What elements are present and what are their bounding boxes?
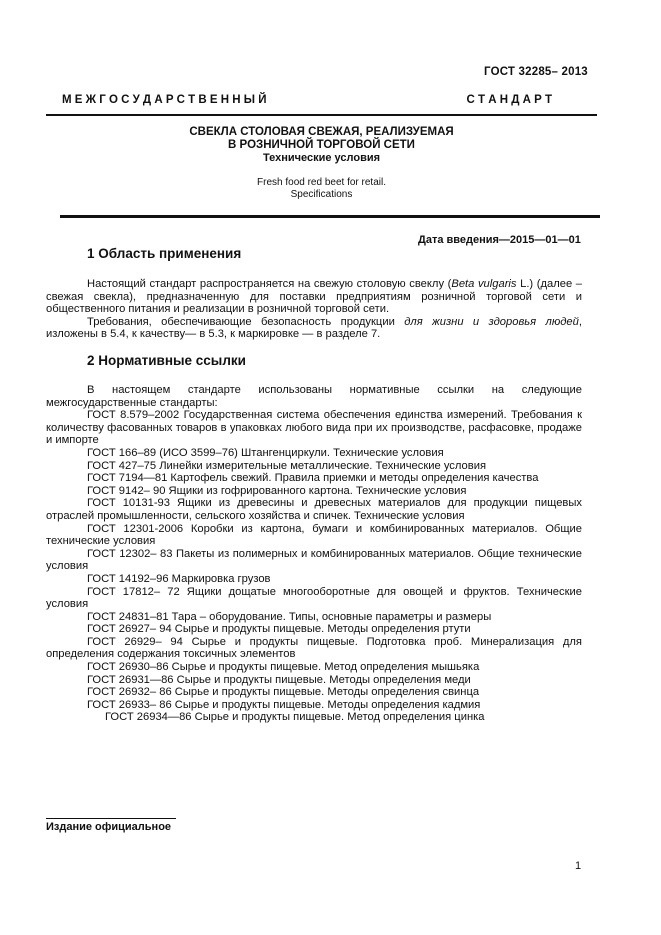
official-edition-label: Издание официальное bbox=[46, 821, 172, 833]
reference-item: ГОСТ 26932– 86 Сырье и продукты пищевые. Методы определения свинца bbox=[87, 686, 480, 699]
reference-item: ГОСТ 26934—86 Сырье и продукты пищевые. Метод определения цинка bbox=[105, 711, 485, 724]
standard-banner bbox=[62, 94, 552, 106]
english-title-line-2: Specifications bbox=[290, 189, 353, 200]
reference-item: ГОСТ 26933– 86 Сырье и продукты пищевые. Методы определения кадмия bbox=[87, 698, 481, 711]
reference-item: ГОСТ 26931—86 Сырье и продукты пищевые. Методы определения меди bbox=[87, 673, 471, 686]
section-2-intro: В настоящем стандарте использованы нормативные ссылки на следующие межгосударственные стандарты: bbox=[46, 384, 582, 409]
reference-item: ГОСТ 17812– 72 Ящики дощатые многооборотные для овощей и фруктов. Технические условия bbox=[46, 585, 582, 611]
reference-item: ГОСТ 26927– 94 Сырье и продукты пищевые. Методы определения ртути bbox=[87, 623, 471, 636]
english-title-line-1: Fresh food red beet for retail. bbox=[257, 177, 386, 188]
title-divider bbox=[60, 215, 600, 218]
latin-name: Beta vulgaris bbox=[451, 278, 517, 290]
title-line-1: СВЕКЛА СТОЛОВАЯ СВЕЖАЯ, РЕАЛИЗУЕМАЯ bbox=[189, 126, 454, 138]
introduction-date: Дата введения—2015—01—01 bbox=[418, 234, 581, 246]
reference-item: ГОСТ 166–89 (ИСО 3599–76) Штангенциркули. Технические условия bbox=[87, 446, 444, 459]
reference-item: ГОСТ 24831–81 Тара – оборудование. Типы, основные параметры и размеры bbox=[87, 610, 492, 623]
title-block bbox=[46, 126, 597, 165]
section-2-heading: 2 Нормативные ссылки bbox=[87, 353, 246, 368]
reference-item: ГОСТ 26929– 94 Сырье и продукты пищевые. Подготовка проб. Минерализация для определения содержания токсичных элементов bbox=[46, 635, 582, 661]
reference-item: ГОСТ 7194—81 Картофель свежий. Правила приемки и методы определения качества bbox=[87, 472, 539, 485]
section-1-body bbox=[46, 278, 582, 341]
title-subtitle: Технические условия bbox=[262, 152, 381, 164]
reference-item: ГОСТ 9142– 90 Ящики из гофрированного картона. Технические условия bbox=[87, 484, 467, 497]
banner-word-interstate: М Е Ж Г О С У Д А Р С Т В Е Н Н Ы Й bbox=[62, 94, 267, 106]
title-line-2: В РОЗНИЧНОЙ ТОРГОВОЙ СЕТИ bbox=[228, 139, 415, 151]
section-1-paragraph-2: Требования, обеспечивающие безопасность продукции для жизни и здоровья людей, изложены в 5.4, к качеству— в 5.3, к маркировке — в разделе 7. bbox=[46, 315, 582, 341]
reference-item: ГОСТ 26930–86 Сырье и продукты пищевые. Метод определения мышьяка bbox=[87, 661, 480, 674]
reference-item: ГОСТ 427–75 Линейки измерительные металлические. Технические условия bbox=[87, 459, 487, 472]
reference-item: ГОСТ 14192–96 Маркировка грузов bbox=[87, 572, 271, 585]
page-number: 1 bbox=[575, 860, 582, 872]
italic-phrase: для жизни и здоровья людей bbox=[404, 315, 579, 328]
reference-item: ГОСТ 12302– 83 Пакеты из полимерных и комбинированных материалов. Общие технические условия bbox=[46, 547, 582, 573]
reference-item: ГОСТ 8.579–2002 Государственная система обеспечения единства измерений. Требования к количеству фасованных товаров в упаковках любого вида при их производстве, расфасовке, продаже и импорте bbox=[46, 409, 582, 447]
reference-item: ГОСТ 12301-2006 Коробки из картона, бумаги и комбинированных материалов. Общие технические условия bbox=[46, 522, 582, 548]
english-title bbox=[46, 177, 597, 201]
footer-divider bbox=[46, 818, 176, 819]
header-divider bbox=[46, 114, 597, 116]
document-code: ГОСТ 32285– 2013 bbox=[484, 66, 588, 78]
section-2-body bbox=[46, 384, 582, 724]
reference-item: ГОСТ 10131-93 Ящики из древесины и древесных материалов для продукции пищевых отраслей промышленности, сельского хозяйства и спичек. Технические условия bbox=[46, 497, 582, 522]
section-1-heading: 1 Область применения bbox=[87, 246, 242, 261]
section-1-paragraph-1: Настоящий стандарт распространяется на свежую столовую свеклу (Beta vulgaris L.) (далее – свежая свекла), предназначенную для поставки предприятиям розничной торговой сети и общественного питания и реализации в розничной торговой сети. bbox=[46, 278, 582, 316]
banner-word-standard: С Т А Н Д А Р Т bbox=[466, 94, 552, 106]
